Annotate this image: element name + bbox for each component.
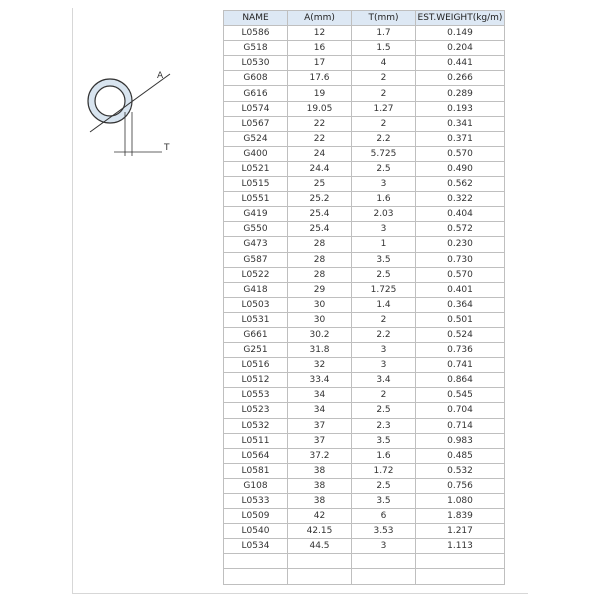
cell-name: G473: [224, 237, 288, 252]
cell-t-mm: 2: [352, 71, 416, 86]
cell-name: [224, 569, 288, 584]
cell-name: L0511: [224, 433, 288, 448]
table-row: [224, 116, 505, 131]
cell-a-mm: 37.2: [288, 448, 352, 463]
cell-est-weight: 0.741: [416, 358, 505, 373]
table-row: [224, 56, 505, 71]
table-row: [224, 237, 505, 252]
cell-t-mm: [352, 554, 416, 569]
cell-name: L0503: [224, 297, 288, 312]
cell-name: L0540: [224, 524, 288, 539]
table-row: [224, 343, 505, 358]
cell-est-weight: 0.149: [416, 26, 505, 41]
table-row: [224, 539, 505, 554]
cell-est-weight: 0.485: [416, 448, 505, 463]
cell-name: L0586: [224, 26, 288, 41]
table-row: [224, 282, 505, 297]
cell-est-weight: 0.532: [416, 463, 505, 478]
dimension-t-label: T: [164, 143, 170, 153]
table-row: [224, 222, 505, 237]
cell-est-weight: 0.266: [416, 71, 505, 86]
cell-est-weight: 0.341: [416, 116, 505, 131]
cell-t-mm: 1.27: [352, 101, 416, 116]
table-row: [224, 327, 505, 342]
table-row: [224, 101, 505, 116]
cell-a-mm: 24.4: [288, 161, 352, 176]
cell-a-mm: 44.5: [288, 539, 352, 554]
cell-t-mm: 1.4: [352, 297, 416, 312]
cell-t-mm: 4: [352, 56, 416, 71]
cell-name: L0531: [224, 312, 288, 327]
cell-a-mm: 25.2: [288, 192, 352, 207]
ring-cross-section-diagram: [80, 62, 190, 162]
header-name: NAME: [224, 11, 288, 26]
cell-name: L0512: [224, 373, 288, 388]
cell-t-mm: 1.5: [352, 41, 416, 56]
header-est-weight: EST.WEIGHT(kg/m): [416, 11, 505, 26]
table-row: [224, 448, 505, 463]
table-row: [224, 418, 505, 433]
cell-t-mm: 3.53: [352, 524, 416, 539]
cell-name: G419: [224, 207, 288, 222]
table-row: [224, 494, 505, 509]
cell-t-mm: 2.5: [352, 267, 416, 282]
cell-est-weight: 0.736: [416, 343, 505, 358]
cell-a-mm: 12: [288, 26, 352, 41]
cell-est-weight: 0.404: [416, 207, 505, 222]
cell-t-mm: 3: [352, 539, 416, 554]
cell-name: L0532: [224, 418, 288, 433]
cell-name: L0522: [224, 267, 288, 282]
dimension-a-label: A: [157, 71, 164, 81]
table-row: [224, 192, 505, 207]
cell-name: G518: [224, 41, 288, 56]
cell-t-mm: 1.725: [352, 282, 416, 297]
cell-name: L0523: [224, 403, 288, 418]
cell-t-mm: 3: [352, 358, 416, 373]
cell-t-mm: 5.725: [352, 146, 416, 161]
cell-a-mm: 22: [288, 116, 352, 131]
cell-a-mm: 42.15: [288, 524, 352, 539]
cell-name: L0534: [224, 539, 288, 554]
cell-est-weight: 0.230: [416, 237, 505, 252]
cell-est-weight: 0.501: [416, 312, 505, 327]
cell-name: G108: [224, 478, 288, 493]
cell-est-weight: [416, 554, 505, 569]
cell-t-mm: 3.5: [352, 252, 416, 267]
cell-name: L0574: [224, 101, 288, 116]
cell-name: L0516: [224, 358, 288, 373]
cell-a-mm: 38: [288, 478, 352, 493]
cell-est-weight: 0.490: [416, 161, 505, 176]
cell-a-mm: 25.4: [288, 207, 352, 222]
cell-est-weight: 0.714: [416, 418, 505, 433]
cell-t-mm: 2.03: [352, 207, 416, 222]
cell-a-mm: 32: [288, 358, 352, 373]
cell-est-weight: 1.080: [416, 494, 505, 509]
cell-name: G616: [224, 86, 288, 101]
cell-est-weight: 0.364: [416, 297, 505, 312]
cell-name: L0533: [224, 494, 288, 509]
cell-t-mm: 2: [352, 312, 416, 327]
cell-a-mm: 34: [288, 388, 352, 403]
table-row: [224, 478, 505, 493]
table-row: [224, 388, 505, 403]
table-row: [224, 358, 505, 373]
table-row: [224, 509, 505, 524]
cell-a-mm: 25: [288, 177, 352, 192]
cell-a-mm: 16: [288, 41, 352, 56]
cell-name: L0530: [224, 56, 288, 71]
table-row: [224, 161, 505, 176]
header-a-mm: A(mm): [288, 11, 352, 26]
table-row: [224, 312, 505, 327]
cell-est-weight: 0.204: [416, 41, 505, 56]
table-row: [224, 403, 505, 418]
cell-a-mm: 22: [288, 131, 352, 146]
cell-est-weight: 0.441: [416, 56, 505, 71]
cell-est-weight: 0.756: [416, 478, 505, 493]
cell-a-mm: 17: [288, 56, 352, 71]
cell-name: L0567: [224, 116, 288, 131]
cell-a-mm: 28: [288, 252, 352, 267]
cell-est-weight: 0.193: [416, 101, 505, 116]
cell-a-mm: [288, 569, 352, 584]
cell-a-mm: 38: [288, 494, 352, 509]
cell-t-mm: 2.5: [352, 403, 416, 418]
header-t-mm: T(mm): [352, 11, 416, 26]
cell-t-mm: 2.2: [352, 131, 416, 146]
cell-a-mm: 28: [288, 237, 352, 252]
cell-t-mm: 3: [352, 222, 416, 237]
cell-t-mm: 2.3: [352, 418, 416, 433]
table-row: [224, 71, 505, 86]
cell-t-mm: 2.2: [352, 327, 416, 342]
spec-table: [223, 10, 505, 585]
cell-est-weight: 0.524: [416, 327, 505, 342]
cell-a-mm: 34: [288, 403, 352, 418]
cell-est-weight: 0.401: [416, 282, 505, 297]
cell-a-mm: 38: [288, 463, 352, 478]
cell-a-mm: 19: [288, 86, 352, 101]
cell-est-weight: 0.983: [416, 433, 505, 448]
cell-est-weight: 0.371: [416, 131, 505, 146]
cell-est-weight: 0.562: [416, 177, 505, 192]
cell-t-mm: 3: [352, 177, 416, 192]
table-row: [224, 41, 505, 56]
cell-est-weight: 0.704: [416, 403, 505, 418]
cell-t-mm: 1.6: [352, 192, 416, 207]
cell-t-mm: 1.6: [352, 448, 416, 463]
cell-t-mm: 1.72: [352, 463, 416, 478]
table-row: [224, 207, 505, 222]
cell-a-mm: 30: [288, 297, 352, 312]
cell-t-mm: 1: [352, 237, 416, 252]
table-header-row: [224, 11, 505, 26]
cell-est-weight: [416, 569, 505, 584]
table-row: [224, 177, 505, 192]
table-row: [224, 26, 505, 41]
cell-est-weight: 1.217: [416, 524, 505, 539]
cell-a-mm: 37: [288, 433, 352, 448]
cell-a-mm: 30.2: [288, 327, 352, 342]
cell-name: L0553: [224, 388, 288, 403]
table-row: [224, 524, 505, 539]
cell-t-mm: 3.4: [352, 373, 416, 388]
cell-est-weight: 0.545: [416, 388, 505, 403]
ring-inner: [95, 86, 125, 116]
cell-name: G550: [224, 222, 288, 237]
cell-a-mm: 17.6: [288, 71, 352, 86]
cell-a-mm: 24: [288, 146, 352, 161]
cell-a-mm: 28: [288, 267, 352, 282]
table-row: [224, 463, 505, 478]
cell-t-mm: 2: [352, 116, 416, 131]
cell-est-weight: 0.322: [416, 192, 505, 207]
cell-name: L0581: [224, 463, 288, 478]
table-row: [224, 554, 505, 569]
cell-a-mm: [288, 554, 352, 569]
cell-name: L0521: [224, 161, 288, 176]
cell-a-mm: 33.4: [288, 373, 352, 388]
cell-est-weight: 1.839: [416, 509, 505, 524]
table-row: [224, 373, 505, 388]
cell-t-mm: 6: [352, 509, 416, 524]
table-row: [224, 146, 505, 161]
cell-est-weight: 0.289: [416, 86, 505, 101]
cell-name: G587: [224, 252, 288, 267]
cell-name: [224, 554, 288, 569]
cell-t-mm: 2: [352, 388, 416, 403]
cell-name: L0551: [224, 192, 288, 207]
cell-est-weight: 0.572: [416, 222, 505, 237]
cell-est-weight: 0.570: [416, 267, 505, 282]
cell-est-weight: 0.730: [416, 252, 505, 267]
cell-t-mm: 3: [352, 343, 416, 358]
cell-t-mm: 3.5: [352, 433, 416, 448]
table-row: [224, 297, 505, 312]
cell-t-mm: 2.5: [352, 161, 416, 176]
cell-t-mm: [352, 569, 416, 584]
cell-name: G608: [224, 71, 288, 86]
table-row: [224, 86, 505, 101]
cell-t-mm: 1.7: [352, 26, 416, 41]
cell-t-mm: 2.5: [352, 478, 416, 493]
cell-name: G418: [224, 282, 288, 297]
cell-name: L0509: [224, 509, 288, 524]
table-row: [224, 131, 505, 146]
cell-name: G251: [224, 343, 288, 358]
cell-est-weight: 0.864: [416, 373, 505, 388]
cell-est-weight: 0.570: [416, 146, 505, 161]
cell-name: G400: [224, 146, 288, 161]
cell-a-mm: 37: [288, 418, 352, 433]
cell-a-mm: 30: [288, 312, 352, 327]
cell-name: L0515: [224, 177, 288, 192]
cell-est-weight: 1.113: [416, 539, 505, 554]
cell-a-mm: 29: [288, 282, 352, 297]
table-row: [224, 267, 505, 282]
table-row: [224, 569, 505, 584]
table-row: [224, 433, 505, 448]
table-row: [224, 252, 505, 267]
cell-name: L0564: [224, 448, 288, 463]
cell-a-mm: 42: [288, 509, 352, 524]
cell-t-mm: 2: [352, 86, 416, 101]
cell-a-mm: 25.4: [288, 222, 352, 237]
cell-name: G661: [224, 327, 288, 342]
cell-a-mm: 31.8: [288, 343, 352, 358]
cell-t-mm: 3.5: [352, 494, 416, 509]
cell-name: G524: [224, 131, 288, 146]
cell-a-mm: 19.05: [288, 101, 352, 116]
